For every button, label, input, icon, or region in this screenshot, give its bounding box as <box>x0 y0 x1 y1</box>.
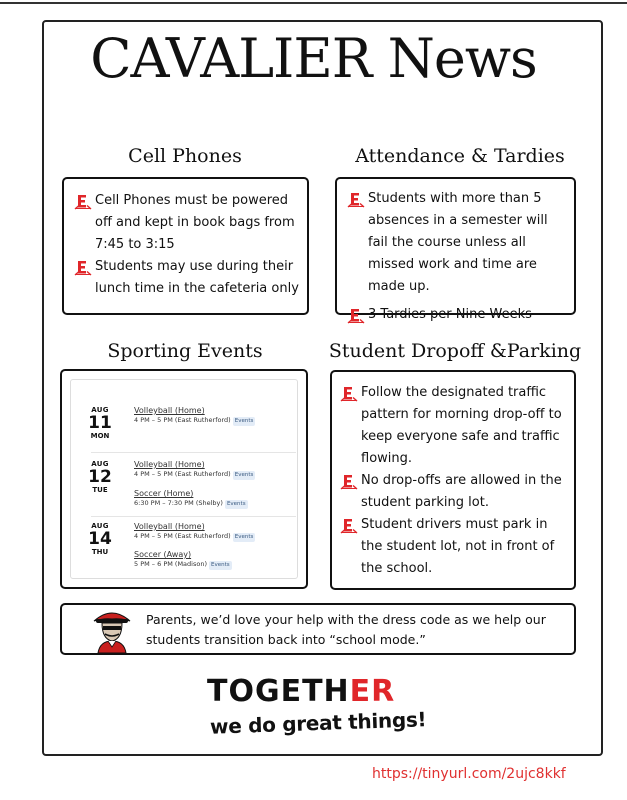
attendance-bullet <box>347 304 569 326</box>
event-name-link[interactable]: Volleyball (Home) <box>134 406 205 415</box>
event-tag[interactable]: Events <box>234 534 254 540</box>
cell-phones-heading: Cell Phones <box>128 145 242 167</box>
event-time: 6:30 PM – 7:30 PM (Shelby) <box>134 499 223 507</box>
event-weekday: THU <box>91 548 109 556</box>
event-divider <box>91 516 296 517</box>
bullet-text: No drop-offs are allowed in the student parking lot. <box>361 473 562 510</box>
cell-phones-box <box>62 177 309 315</box>
together-text-red: ER <box>349 674 396 709</box>
dropoff-bullet <box>340 382 570 470</box>
together-logo <box>207 674 396 709</box>
event-name-link[interactable]: Soccer (Home) <box>134 489 194 498</box>
top-divider-line <box>0 2 627 4</box>
cavalier-e-logo-icon <box>74 194 92 210</box>
cell-phones-bullet <box>74 190 302 256</box>
event-item[interactable] <box>134 489 294 509</box>
cavalier-e-logo-icon <box>347 308 365 324</box>
event-name-link[interactable]: Volleyball (Home) <box>134 522 205 531</box>
event-day-number: 12 <box>88 467 112 487</box>
cavalier-e-logo-icon <box>340 474 358 490</box>
event-tag[interactable]: Events <box>234 472 254 478</box>
event-date <box>85 522 115 556</box>
dropoff-bullet <box>340 470 570 514</box>
cavalier-e-logo-icon <box>347 192 365 208</box>
cavalier-e-logo-icon <box>74 260 92 276</box>
bullet-text: Student drivers must park in the student lot, not in front of the school. <box>361 517 555 576</box>
event-divider <box>91 452 296 453</box>
event-time: 4 PM – 5 PM (East Rutherford) <box>134 416 231 424</box>
bullet-text: Follow the designated traffic pattern for morning drop-off to keep everyone safe and traffic flowing. <box>361 385 562 466</box>
event-day-number: 11 <box>88 413 112 433</box>
bullet-text: Students with more than 5 absences in a semester will fail the course unless all missed work and time are made up. <box>368 191 548 294</box>
bullet-text: Cell Phones must be powered off and kept in book bags from 7:45 to 3:15 <box>95 193 295 252</box>
event-item[interactable] <box>134 460 294 480</box>
attendance-box <box>335 177 576 322</box>
event-weekday: MON <box>90 432 110 440</box>
event-date <box>85 460 115 494</box>
event-item[interactable] <box>134 406 294 426</box>
event-month: AUG <box>91 460 109 468</box>
event-month: AUG <box>91 406 109 414</box>
event-weekday: TUE <box>92 486 108 494</box>
event-item[interactable] <box>134 522 294 542</box>
event-item[interactable] <box>134 550 294 570</box>
event-date <box>85 406 115 440</box>
cavalier-e-logo-icon <box>340 518 358 534</box>
event-tag[interactable]: Events <box>226 501 246 507</box>
tagline: we do great things! <box>209 707 427 739</box>
event-tag[interactable]: Events <box>234 418 254 424</box>
cell-phones-bullet <box>74 256 302 300</box>
cavalier-e-logo-icon <box>340 386 358 402</box>
event-day-number: 14 <box>88 529 112 549</box>
event-name-link[interactable]: Volleyball (Home) <box>134 460 205 469</box>
newsletter-title: CAVALIER News <box>90 27 537 90</box>
event-time: 5 PM – 6 PM (Madison) <box>134 560 207 568</box>
event-time: 4 PM – 5 PM (East Rutherford) <box>134 470 231 478</box>
event-name-link[interactable]: Soccer (Away) <box>134 550 192 559</box>
event-tag[interactable]: Events <box>211 562 230 568</box>
sporting-events-box <box>60 369 308 589</box>
dropoff-bullet <box>340 514 570 580</box>
bullet-text: 3 Tardies per Nine Weeks <box>368 307 532 322</box>
attendance-heading: Attendance & Tardies <box>355 145 565 167</box>
dropoff-parking-box <box>330 370 576 590</box>
sporting-events-heading: Sporting Events <box>107 340 263 362</box>
tinyurl-link[interactable]: https://tinyurl.com/2ujc8kkf <box>372 766 566 782</box>
dropoff-parking-heading: Student Dropoff &Parking <box>328 340 582 362</box>
bullet-text: Students may use during their lunch time in the cafeteria only <box>95 259 299 296</box>
event-time: 4 PM – 5 PM (East Rutherford) <box>134 532 231 540</box>
event-month: AUG <box>91 522 109 530</box>
cavalier-mascot-icon <box>90 607 134 653</box>
together-text-black: TOGETH <box>207 674 350 709</box>
parents-note-text: Parents, we’d love your help with the dress code as we help our students transition back into “school mode.” <box>146 612 546 647</box>
attendance-bullet <box>347 188 569 298</box>
events-calendar-widget <box>70 379 298 579</box>
parents-note-box <box>60 603 576 655</box>
